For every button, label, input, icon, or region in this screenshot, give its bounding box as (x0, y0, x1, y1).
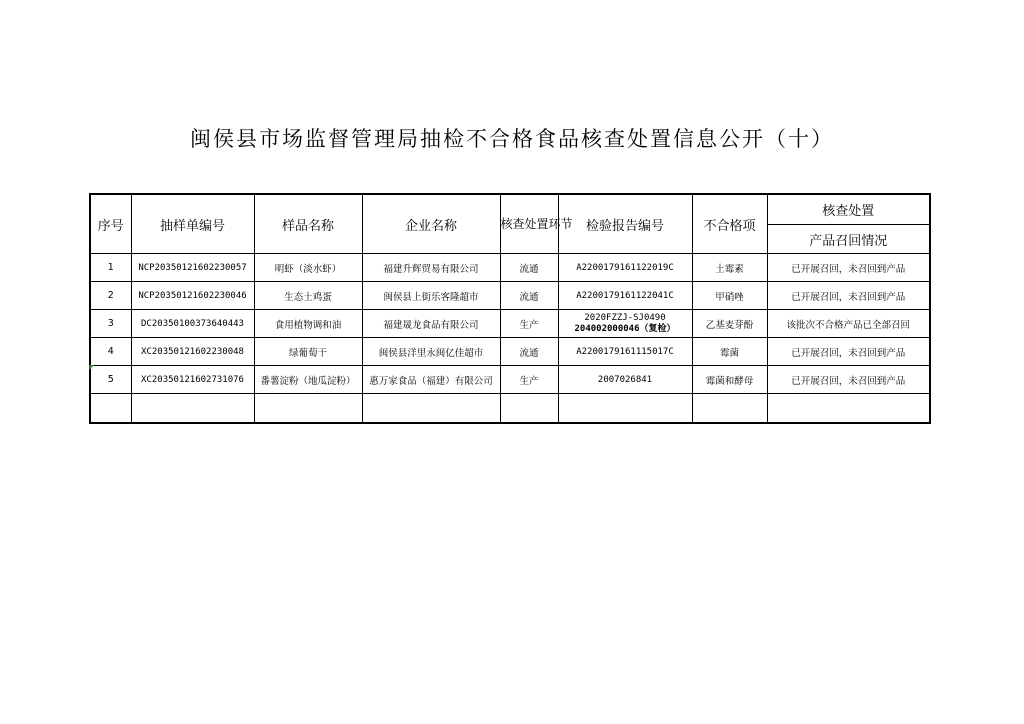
cell-recall: 已开展召回，未召回到产品 (767, 366, 930, 394)
header-disposal: 核查处置 (767, 194, 930, 225)
header-company: 企业名称 (362, 194, 500, 254)
cell-seq: 3 (90, 310, 131, 338)
header-sample-id: 抽样单编号 (131, 194, 254, 254)
report-no-line-1: 2020FZZJ-SJ0490 (584, 312, 666, 323)
cell-company: 福建晟龙食品有限公司 (362, 310, 500, 338)
cell-recall: 已开展召回，未召回到产品 (767, 282, 930, 310)
cell-stage: 流通 (500, 254, 558, 282)
cell-seq: 4 (90, 338, 131, 366)
cell-failed-item: 土霉素 (692, 254, 767, 282)
cell-sample-name: 番薯淀粉（地瓜淀粉） (254, 366, 362, 394)
empty-cell (131, 394, 254, 424)
cell-recall: 已开展召回，未召回到产品 (767, 338, 930, 366)
cell-failed-item: 霉菌和酵母 (692, 366, 767, 394)
cell-stage: 生产 (500, 366, 558, 394)
cell-sample-name: 明虾（淡水虾） (254, 254, 362, 282)
empty-cell (362, 394, 500, 424)
empty-cell (90, 394, 131, 424)
cell-sample-id: XC20350121602230048 (131, 338, 254, 366)
cell-comment-marker (89, 365, 94, 370)
cell-sample-id: XC20350121602731076 (131, 366, 254, 394)
cell-failed-item: 乙基麦芽酚 (692, 310, 767, 338)
inspection-table (89, 193, 931, 424)
cell-stage: 流通 (500, 338, 558, 366)
cell-recall: 该批次不合格产品已全部召回 (767, 310, 930, 338)
cell-failed-item: 霉菌 (692, 338, 767, 366)
empty-cell (558, 394, 692, 424)
cell-sample-name: 生态土鸡蛋 (254, 282, 362, 310)
header-sample-name: 样品名称 (254, 194, 362, 254)
cell-sample-id: NCP20350121602230057 (131, 254, 254, 282)
header-recall: 产品召回情况 (767, 225, 930, 254)
page-title: 闽侯县市场监督管理局抽检不合格食品核查处置信息公开（十） (190, 127, 834, 151)
cell-report-no: A2200179161115017C (558, 338, 692, 366)
cell-company: 福建升辉贸易有限公司 (362, 254, 500, 282)
header-seq: 序号 (90, 194, 131, 254)
cell-company: 惠万家食品（福建）有限公司 (362, 366, 500, 394)
cell-sample-id: DC20350100373640443 (131, 310, 254, 338)
cell-report-no: A2200179161122041C (558, 282, 692, 310)
cell-report-no: 2007026841 (558, 366, 692, 394)
cell-failed-item: 甲硝唑 (692, 282, 767, 310)
cell-seq: 1 (90, 254, 131, 282)
empty-cell (692, 394, 767, 424)
cell-recall: 已开展召回，未召回到产品 (767, 254, 930, 282)
header-failed-item: 不合格项 (692, 194, 767, 254)
table-row (90, 282, 930, 310)
cell-report-no: A2200179161122019C (558, 254, 692, 282)
cell-sample-name: 绿葡萄干 (254, 338, 362, 366)
cell-sample-name: 食用植物调和油 (254, 310, 362, 338)
cell-stage: 流通 (500, 282, 558, 310)
table-row (90, 254, 930, 282)
report-no-line-2: 204002000046（复检） (574, 323, 676, 334)
table-row (90, 366, 930, 394)
table-header-row (90, 194, 930, 225)
header-stage: 核查处置环节 (500, 194, 558, 254)
empty-cell (254, 394, 362, 424)
cell-sample-id: NCP20350121602230046 (131, 282, 254, 310)
empty-table-row (90, 394, 930, 424)
table-row (90, 310, 930, 338)
empty-cell (500, 394, 558, 424)
cell-seq: 2 (90, 282, 131, 310)
empty-cell (767, 394, 930, 424)
cell-company: 闽侯县洋里永闽亿佳超市 (362, 338, 500, 366)
cell-report-no (558, 310, 692, 338)
cell-seq: 5 (90, 366, 131, 394)
header-report-no: 检验报告编号 (558, 194, 692, 254)
cell-stage: 生产 (500, 310, 558, 338)
table-row (90, 338, 930, 366)
cell-company: 闽侯县上街乐客隆超市 (362, 282, 500, 310)
